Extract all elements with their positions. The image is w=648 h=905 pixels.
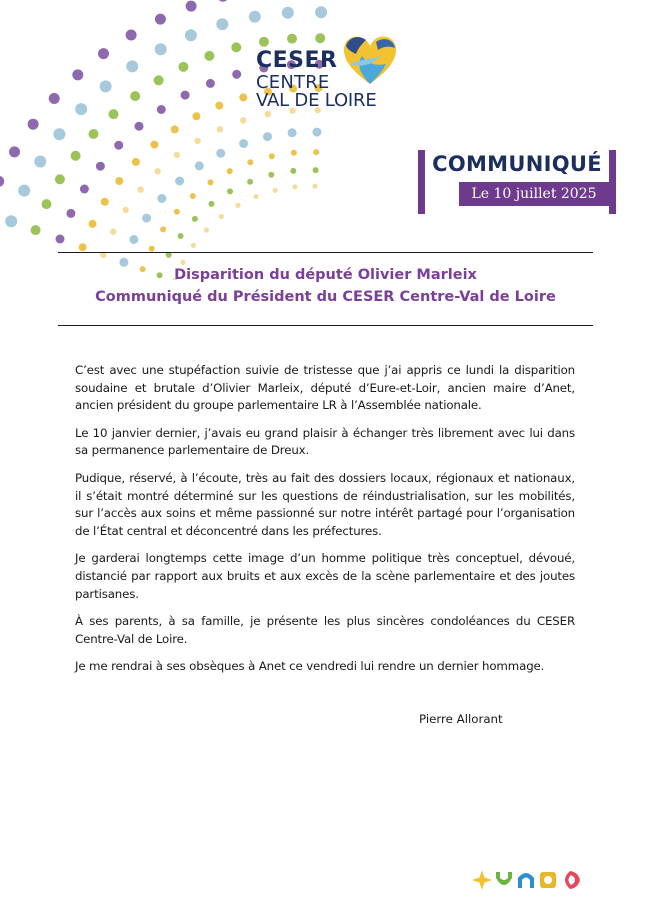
decorative-dot — [18, 185, 30, 197]
communique-date: Le 10 juillet 2025 — [459, 182, 609, 206]
decorative-dot — [181, 91, 190, 100]
moon-icon — [565, 871, 580, 889]
decorative-dot — [157, 105, 166, 114]
decorative-dot — [160, 226, 166, 232]
decorative-dot — [208, 179, 214, 185]
decorative-dot — [72, 69, 83, 80]
decorative-dot — [235, 203, 240, 208]
decorative-dot — [126, 60, 138, 72]
decorative-dot — [312, 128, 321, 137]
body-text — [75, 362, 575, 686]
decorative-dot — [130, 91, 140, 101]
decorative-dot — [155, 168, 161, 174]
decorative-dot — [174, 209, 180, 215]
decorative-dot — [232, 70, 241, 79]
decorative-dot — [123, 207, 129, 213]
decorative-dot — [195, 161, 204, 170]
logo-centre-text: CENTRE — [256, 72, 330, 93]
decorative-dot — [178, 62, 188, 72]
decorative-dot — [194, 138, 200, 144]
decorative-dot — [155, 14, 166, 25]
decorative-dot — [155, 43, 167, 55]
divider-bottom — [58, 325, 593, 326]
decorative-dot — [34, 156, 46, 168]
decorative-dot — [263, 132, 272, 141]
paragraph: Le 10 janvier dernier, j’avais eu grand plaisir à échanger très librement avec lui dans sa permanence parlementaire de Dreux. — [75, 425, 575, 458]
decorative-dot — [313, 167, 319, 173]
decorative-dot — [149, 246, 155, 252]
decorative-dot — [239, 93, 247, 101]
decorative-dot — [290, 168, 296, 174]
decorative-dot — [240, 117, 246, 123]
decorative-dot — [98, 48, 109, 59]
paragraph: C’est avec une stupéfaction suivie de tristesse que j’ai appris ce lundi la disparition soudaine et brutale d’Olivier Marleix, député d’Eure-et-Loir, ancien maire d’Anet, ancien président du groupe parlementaire LR à l’Assemblée nationale. — [75, 363, 575, 413]
signature: Pierre Allorant — [419, 712, 503, 726]
ceser-logo — [256, 34, 406, 114]
decorative-dot — [227, 188, 233, 194]
decorative-dot — [217, 126, 223, 132]
decorative-dot — [96, 162, 105, 171]
decorative-dot — [89, 129, 99, 139]
decorative-dot — [192, 112, 200, 120]
decorative-dot — [247, 159, 253, 165]
decorative-dot — [312, 184, 317, 189]
square-icon — [540, 872, 556, 888]
decorative-dot — [115, 177, 123, 185]
decorative-dot — [247, 179, 253, 185]
logo-val-de-loire-text: VAL DE LOIRE — [256, 90, 377, 111]
decorative-dot — [178, 233, 184, 239]
decorative-dot — [215, 102, 223, 110]
decorative-dot — [204, 227, 209, 232]
decorative-dot — [282, 7, 294, 19]
communique-title: COMMUNIQUÉ — [432, 152, 602, 176]
decorative-dot — [186, 1, 197, 12]
decorative-dot — [0, 176, 4, 187]
decorative-dot — [157, 194, 166, 203]
decorative-dot — [89, 220, 97, 228]
decorative-dot — [9, 146, 20, 157]
decorative-dot — [132, 158, 140, 166]
decorative-dot — [110, 229, 116, 235]
decorative-dot — [249, 11, 261, 23]
decorative-dot — [109, 109, 119, 119]
decorative-dot — [28, 119, 39, 130]
decorative-dot — [55, 174, 65, 184]
heading-line-1: Disparition du député Olivier Marleix — [174, 267, 477, 283]
decorative-dot — [80, 185, 89, 194]
decorative-dot — [175, 177, 184, 186]
decorative-dot — [135, 122, 144, 131]
decorative-dot — [204, 51, 214, 61]
divider-top — [58, 252, 593, 253]
paragraph: Pudique, réservé, à l’écoute, très au fait des dossiers locaux, régionaux et nationaux, il s’était montré déterminé sur les questions de réindustrialisation, sur les mobilités, sur l’accès aux soins et même passionné sur notre intérêt partagé pour l’organisation de l’État central et déconcentré dans les préfectures. — [75, 470, 575, 538]
decorative-dot — [49, 93, 60, 104]
decorative-dot — [227, 168, 233, 174]
logo-ceser-text: CESER — [256, 48, 338, 73]
communique-banner — [418, 150, 616, 214]
footer-icons — [472, 868, 582, 892]
decorative-dot — [217, 0, 228, 2]
decorative-dot — [292, 184, 297, 189]
paragraph: À ses parents, à sa famille, je présente les plus sincères condoléances du CESER Centre-Val de Loire. — [75, 614, 575, 646]
heart-logo-icon — [340, 34, 400, 86]
decorative-dot — [171, 125, 179, 133]
paragraph: Je me rendrai à ses obsèques à Anet ce vendredi lui rendre un dernier hommage. — [75, 659, 545, 674]
decorative-dot — [129, 235, 138, 244]
decorative-dot — [254, 194, 259, 199]
decorative-dot — [66, 209, 75, 218]
decorative-dot — [216, 18, 228, 30]
decorative-dot — [42, 199, 52, 209]
decorative-dot — [185, 29, 197, 41]
decorative-dot — [154, 75, 164, 85]
decorative-dot — [31, 225, 41, 235]
decorative-dot — [219, 214, 224, 219]
decorative-dot — [114, 141, 123, 150]
decorative-dot — [75, 103, 87, 115]
decorative-dot — [239, 139, 248, 148]
decorative-dot — [100, 80, 112, 92]
decorative-dot — [209, 201, 215, 207]
decorative-dot — [142, 214, 151, 223]
decorative-dot — [53, 128, 65, 140]
decorative-dot — [268, 172, 274, 178]
heading-line-2: Communiqué du Président du CESER Centre-Val de Loire — [95, 289, 556, 305]
decorative-dot — [126, 30, 137, 41]
decorative-dot — [231, 42, 241, 52]
decorative-dot — [273, 188, 278, 193]
decorative-dot — [174, 152, 180, 158]
press-release-heading — [58, 264, 593, 308]
arch-icon — [518, 873, 534, 888]
decorative-dot — [315, 6, 327, 18]
decorative-dot — [137, 187, 143, 193]
decorative-dot — [150, 141, 158, 149]
decorative-dot — [206, 79, 215, 88]
decorative-dot — [5, 215, 17, 227]
cup-icon — [496, 872, 512, 885]
decorative-dot — [71, 151, 81, 161]
decorative-dot — [269, 153, 275, 159]
decorative-dot — [101, 198, 109, 206]
decorative-dot — [216, 149, 225, 158]
decorative-dot — [288, 128, 297, 137]
decorative-dot — [56, 235, 65, 244]
decorative-dot — [190, 193, 196, 199]
star-icon — [472, 870, 492, 890]
paragraph: Je garderai longtemps cette image d’un homme politique très conceptuel, dévoué, distancié par rapport aux bruits et aux excès de la scène parlementaire et des joutes partisanes. — [75, 551, 575, 601]
decorative-dot — [291, 150, 297, 156]
decorative-dot — [79, 243, 87, 251]
decorative-dot — [192, 216, 198, 222]
decorative-dot — [191, 243, 196, 248]
decorative-dot — [313, 149, 319, 155]
